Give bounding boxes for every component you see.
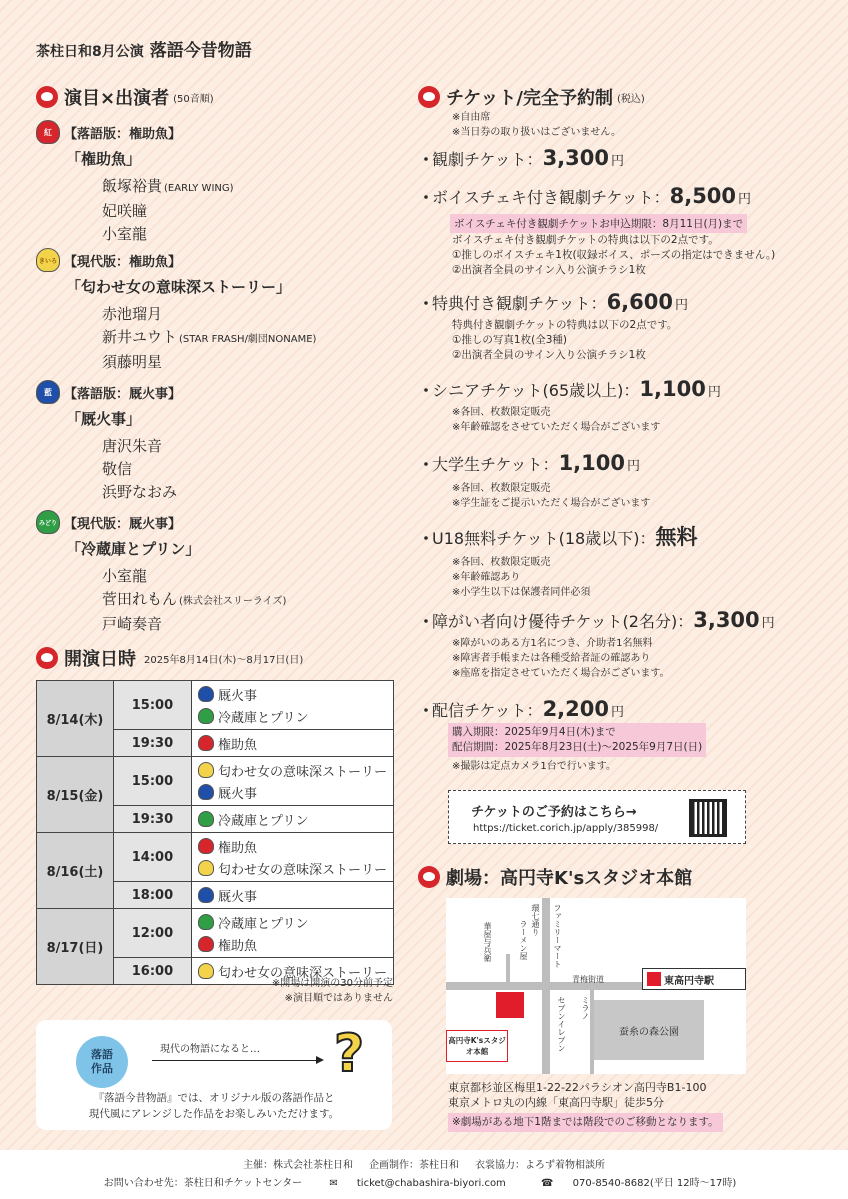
booking-url[interactable]: https://ticket.corich.jp/apply/385998/: [473, 823, 659, 834]
venue-map: 青梅街道 環七通り ファミリーマート ラーメン屋 華屋与兵衛 セブンイレブン ミラノ 蚕糸の森公園 高円寺K'sスタジオ本館 東高円寺駅: [446, 898, 746, 1074]
qr-code-icon[interactable]: [689, 799, 727, 837]
stairs-note: ※劇場がある地下1階までは階段でのご移動となります。: [448, 1113, 723, 1132]
cast-list: 飯塚裕貴 (EARLY WING) 妃咲瞳 小室龍: [102, 177, 234, 243]
cast-list: 小室龍 菅田れもん (株式会社スリーライズ) 戸崎奏音: [102, 567, 287, 633]
green-daruma-icon: [198, 811, 214, 827]
deadline-band: ボイスチェキ付き観劇チケットお申込期限：8月11日(月)まで: [450, 214, 747, 233]
explainer-box: [36, 1020, 392, 1130]
blue-daruma-icon: [198, 887, 214, 903]
arrow-icon: [152, 1060, 322, 1061]
schedule-heading: 開演日時 2025年8月14日(木)〜8月17日(日): [36, 645, 303, 671]
ticket-item: ・ 大学生チケット： 1,100 円 ※各回、枚数限定販売 ※学生証をご提示いただく場合がございます: [418, 451, 651, 509]
ticket-top-notes: ※自由席 ※当日券の取り扱いはございません。: [452, 112, 621, 138]
phone-icon: ☎: [540, 1178, 557, 1189]
station-sign: 東高円寺駅: [642, 968, 746, 990]
program-title: 「匂わせ女の意味深ストーリー」: [66, 278, 292, 296]
cast-list: 赤池瑠月 新井ユウト (STAR FRASH/劇団NONAME) 須藤明星: [102, 305, 317, 371]
mail-icon: ✉: [329, 1178, 341, 1189]
blue-daruma-icon: [198, 686, 214, 702]
green-daruma-icon: [198, 708, 214, 724]
daruma-icon: [36, 86, 58, 108]
ticket-item: ・ 観劇チケット： 3,300 円: [418, 146, 625, 170]
red-daruma-icon: [198, 735, 214, 751]
ticket-item: ・ 障がい者向け優待チケット(2名分)： 3,300 円 ※障がいのある方1名につき、介助者1名無料 ※障害者手帳または各種受給者証の確認あり ※座席を指定させていただく場合がございます。: [418, 608, 775, 679]
program-title: 「厩火事」: [66, 410, 142, 428]
arrow-caption: 現代の物語になると…: [160, 1044, 260, 1055]
program-block: 藍 【落語版：厩火事】 「厩火事」 唐沢朱音 敬信 浜野なおみ: [36, 380, 376, 504]
tickets-heading: チケット/完全予約制 (税込): [418, 84, 645, 110]
event-subtitle: 茶柱日和8月公演: [36, 44, 144, 60]
theatre-marker: [496, 992, 524, 1018]
footer: 主催：株式会社茶柱日和 企画制作：茶柱日和 衣裳協力：よろず着物相談所 お問い合わせ先：茶柱日和チケットセンター ✉ ticket@chabashira-biyori.com ☎ 070-8540-8682(平日 12時〜17時): [0, 1150, 848, 1199]
program-block: きいろ 【現代版：権助魚】 「匂わせ女の意味深ストーリー」 赤池瑠月 新井ユウト (STAR FRASH/劇団NONAME) 須藤明星: [36, 248, 376, 374]
yellow-daruma-icon: [198, 860, 214, 876]
explainer-text: 『落語今昔物語』では、オリジナル版の落語作品と 現代風にアレンジした作品をお楽しみいただけます。: [88, 1092, 340, 1120]
event-title: 落語今昔物語: [149, 41, 252, 61]
blue-daruma-icon: 藍: [36, 380, 60, 404]
ticket-item: ・ 特典付き観劇チケット： 6,600 円 特典付き観劇チケットの特典は以下の2点です。 ①推しの写真1枚(全3種) ②出演者全員のサイン入り公演チラシ1枚: [418, 290, 689, 361]
rakugo-bubble: 落語 作品: [76, 1036, 128, 1088]
ticket-item: ・ U18無料チケット(18歳以下)： 無料 ※各回、枚数限定販売 ※年齢確認あり ※小学生以下は保護者同伴必須: [418, 525, 698, 598]
ticket-item: ・ シニアチケット(65歳以上)： 1,100 円 ※各回、枚数限定販売 ※年齢確認をさせていただく場合がございます: [418, 377, 721, 433]
schedule-table: 8/14(木) 15:00 厩火事 冷蔵庫とプリン 19:30 権助魚 8/15(金) 15:00 匂わせ女の意味深ストーリー 厩火事 19:30 冷蔵庫とプリン 8/16(土) 14:00 権助魚 匂わせ女の意味深ストーリー 18:00 厩火事 8/17(日) 12:00 冷蔵庫とプリン 権助魚 16:00 匂わせ女の意味深ストーリー: [36, 680, 394, 985]
red-daruma-icon: [198, 936, 214, 952]
theatre-label: 高円寺K'sスタジオ本館: [446, 1030, 508, 1062]
red-daruma-icon: [198, 838, 214, 854]
program-block: 紅 【落語版：権助魚】 「権助魚」 飯塚裕貴 (EARLY WING) 妃咲瞳 小室龍: [36, 120, 376, 246]
green-daruma-icon: [198, 914, 214, 930]
daruma-icon: [418, 86, 440, 108]
schedule-notes: ※開場は開演の30分前予定 ※演目順ではありません: [271, 978, 393, 1004]
question-mark-icon: ?: [334, 1024, 365, 1084]
daruma-icon: [418, 866, 440, 888]
header-title: [36, 36, 252, 61]
green-daruma-icon: みどり: [36, 510, 60, 534]
yellow-daruma-icon: [198, 963, 214, 979]
venue-heading: 劇場：高円寺K'sスタジオ本館: [418, 864, 692, 890]
ticket-item: ・ ボイスチェキ付き観劇チケット： 8,500 円 ボイスチェキ付き観劇チケットお申込期限：8月11日(月)まで ボイスチェキ付き観劇チケットの特典は以下の2点です。 ①推しのボイスチェキ1枚(収録ボイス、ポーズの指定はできません。) ②出演者全員のサイン入り公演チラシ1枚: [418, 184, 776, 276]
venue-address: 東京都杉並区梅里1-22-22パラシオン高円寺B1-100 東京メトロ丸の内線「東高円寺駅」徒歩5分 ※劇場がある地下1階までは階段でのご移動となります。: [448, 1080, 723, 1132]
booking-heading: チケットのご予約はこちら→: [471, 805, 637, 820]
booking-box[interactable]: [448, 790, 746, 844]
programs-heading: 演目×出演者 (50音順): [36, 84, 214, 110]
yellow-daruma-icon: きいろ: [36, 248, 60, 272]
park: 蚕糸の森公園: [594, 1000, 704, 1060]
daruma-icon: [36, 647, 58, 669]
kannana-road: [542, 898, 550, 1074]
yellow-daruma-icon: [198, 762, 214, 778]
street-label: 青梅街道: [572, 975, 604, 984]
program-title: 「権助魚」: [66, 150, 142, 168]
streaming-band: 購入期限：2025年9月4日(木)まで 配信期間：2025年8月23日(土)〜2025年9月7日(日): [448, 723, 706, 757]
program-block: みどり 【現代版：厩火事】 「冷蔵庫とプリン」 小室龍 菅田れもん (株式会社スリーライズ) 戸崎奏音: [36, 510, 376, 636]
red-daruma-icon: 紅: [36, 120, 60, 144]
program-title: 「冷蔵庫とプリン」: [66, 540, 201, 558]
ticket-item: ・ 配信チケット： 2,200 円 購入期限：2025年9月4日(木)まで 配信期間：2025年8月23日(土)〜2025年9月7日(日) ※撮影は定点カメラ1台で行います。: [418, 697, 818, 774]
blue-daruma-icon: [198, 784, 214, 800]
cast-list: 唐沢朱音 敬信 浜野なおみ: [102, 437, 178, 501]
metro-icon: [647, 972, 661, 986]
